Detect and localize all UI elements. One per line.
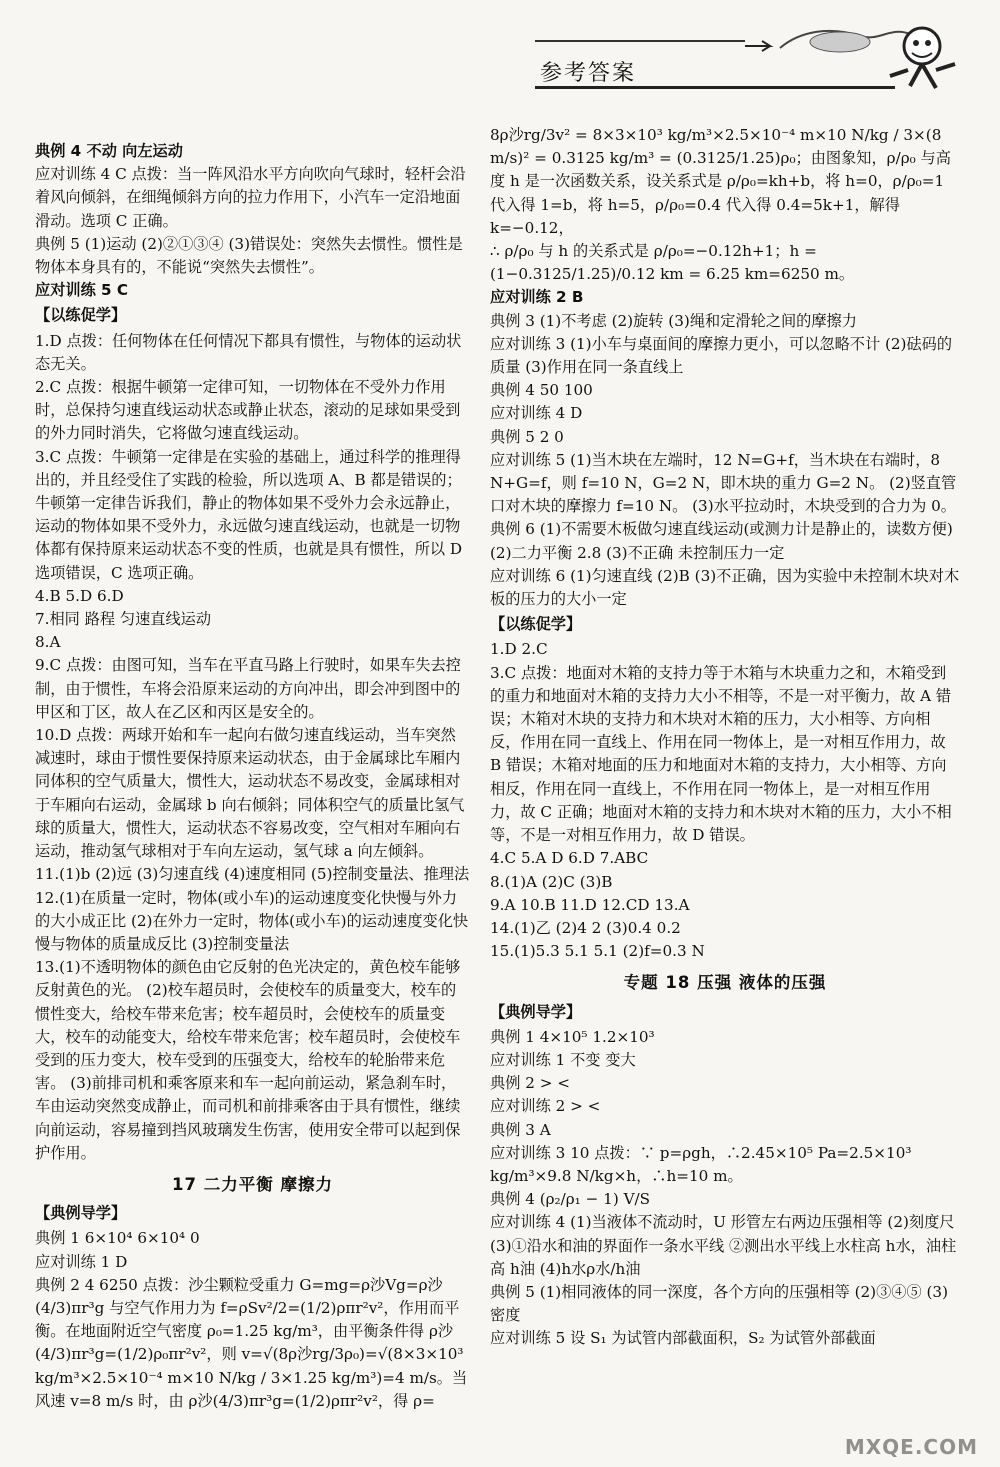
answer-paragraph: 典例 2 > < <box>490 1074 570 1093</box>
answer-paragraph: 应对训练 2 > < <box>490 1097 601 1116</box>
answer-paragraph: 应对训练 6 (1)匀速直线 (2)B (3)不正确，因为实验中未控制木块对木板的压力的大小一定 <box>490 566 960 609</box>
answer-paragraph: 11.(1)b (2)远 (3)匀速直线 (4)速度相同 (5)控制变量法、推理法 <box>35 865 470 884</box>
answer-line: 典例 4 不动 向左运动 <box>35 142 183 160</box>
section-heading: 【典例导学】 <box>490 1002 582 1021</box>
answer-paragraph: ∴ ρ/ρ₀ 与 h 的关系式是 ρ/ρ₀=−0.12h+1；h = (1−0.3125/1.25)/0.12 km = 6.25 km=6250 m。 <box>490 242 855 284</box>
answer-paragraph: 典例 5 (1)相同液体的同一深度，各个方向的压强相等 (2)③④⑤ (3)密度 <box>490 1282 949 1325</box>
answer-paragraph: 1.D 点拨：任何物体在任何情况下都具有惯性，与物体的运动状态无关。 <box>35 331 462 373</box>
topic-title: 17 二力平衡 摩擦力 <box>172 1174 333 1194</box>
answer-paragraph: 典例 4 (ρ₂/ρ₁ − 1) V/S <box>490 1190 651 1209</box>
page-header <box>0 0 1000 110</box>
answer-paragraph: 9.C 点拨：由图可知，当车在平直马路上行驶时，如果车失去控制，由于惯性，车将会沿原来运动的方向冲出，即会冲到图中的甲区和丁区，故人在乙区和丙区是安全的。 <box>35 656 461 721</box>
answer-paragraph: 3.C 点拨：牛顿第一定律是在实验的基础上，通过科学的推理得出的，并且经受住了实践的检验，所以选项 A、B 都是错误的；牛顿第一定律告诉我们，静止的物体如果不受外力会永远静止，运动的物体如果不受外力，永远做匀速直线运动，也就是一切物体都有保持原来运动状态不变的性质，也就是具有惯性，所以 D 选项错误，C 选项正确。 <box>35 447 463 582</box>
answer-paragraph: 典例 3 A <box>490 1120 551 1139</box>
answer-paragraph: 典例 1 4×10⁵ 1.2×10³ <box>490 1027 655 1046</box>
section-heading: 【以练促学】 <box>35 306 127 325</box>
answer-paragraph: 典例 3 (1)不考虑 (2)旋转 (3)绳和定滑轮之间的摩擦力 <box>490 311 857 330</box>
answer-paragraph: 典例 5 2 0 <box>490 427 564 446</box>
answer-paragraph: 应对训练 3 (1)小车与桌面间的摩擦力更小，可以忽略不计 (2)砝码的质量 (3)作用在同一条直线上 <box>490 334 953 377</box>
answer-paragraph: 8ρ沙rg/3v² = 8×3×10³ kg/m³×2.5×10⁻⁴ m×10 N/kg / 3×(8 m/s)² = 0.3125 kg/m³ = (0.3125/1.25)ρ₀；由图象知，ρ/ρ₀ 与高度 h 是一次函数关系，设关系式是 ρ/ρ₀=kh+b，将 h=0，ρ/ρ₀=1 代入得 1=b，将 h=5，ρ/ρ₀=0.4 代入得 0.4=5k+1，解得 k=−0.12， <box>490 126 951 237</box>
answer-paragraph: 典例 1 6×10⁴ 6×10⁴ 0 <box>35 1229 200 1248</box>
answer-paragraph: 2.C 点拨：根据牛顿第一定律可知，一切物体在不受外力作用时，总保持匀速直线运动状态或静止状态，滚动的足球如果受到的外力同时消失，它将做匀速直线运动。 <box>35 378 461 443</box>
answer-paragraph: 3.C 点拨：地面对木箱的支持力等于木箱与木块重力之和，木箱受到的重力和地面对木箱的支持力大小不相等，不是一对平衡力，故 A 错误；木箱对木块的支持力和木块对木箱的压力，大小相等、方向相反，作用在同一直线上、作用在同一物体上，是一对相互作用力，故 B 错误；木箱对地面的压力和地面对木箱的支持力，大小相等、方向相反，作用在同一直线上，不作用在同一物体上，是一对相互作用力，故 C 正确；地面对木箱的支持力和木块对木箱的压力，大小不相等，不是一对相互作用力，故 D 错误。 <box>490 663 952 845</box>
header-rule <box>535 40 745 42</box>
cartoon-mascot-icon <box>740 6 980 106</box>
answer-paragraph: 13.(1)不透明物体的颜色由它反射的色光决定的，黄色校车能够反射黄色的光。 (2)校车超员时，会使校车的质量变大，校车的惯性变大，给校车带来危害；校车超员时，会使校车的质量变大，校车的动能变大，给校车带来危害；校车超员时，会使校车受到的压力变大，校车受到的压强变大，给校车的轮胎带来危害。 (3)前排司机和乘客原来和车一起向前运动，紧急刹车时，车由运动突然变成静止，而司机和前排乘客由于具有惯性，继续向前运动，容易撞到挡风玻璃发生伤害，使用安全带可以起到保护作用。 <box>35 958 461 1162</box>
section-heading: 【典例导学】 <box>35 1204 127 1223</box>
answer-paragraph: 典例 4 50 100 <box>490 381 593 400</box>
topic-title: 专题 18 压强 液体的压强 <box>623 973 827 993</box>
answer-paragraph: 应对训练 1 不变 变大 <box>490 1050 636 1069</box>
header-title: 参考答案 <box>540 61 637 86</box>
answer-paragraph: 4.C 5.A D 6.D 7.ABC <box>490 849 649 868</box>
answer-paragraph: 8.(1)A (2)C (3)B <box>490 872 613 891</box>
answer-paragraph: 应对训练 3 10 点拨：∵ p=ρgh，∴2.45×10⁵ Pa=2.5×10³ kg/m³×9.8 N/kg×h，∴h=10 m。 <box>490 1143 912 1185</box>
answer-paragraph: 8.A <box>35 633 61 652</box>
answer-paragraph: 4.B 5.D 6.D <box>35 586 124 605</box>
answer-line: 应对训练 2 B <box>490 288 584 307</box>
answer-paragraph: 典例 6 (1)不需要木板做匀速直线运动(或测力计是静止的，读数方便) (2)二力平衡 2.8 (3)不正确 未控制压力一定 <box>490 520 953 562</box>
answer-paragraph: 应对训练 4 D <box>490 404 583 423</box>
answer-paragraph: 应对训练 5 设 S₁ 为试管内部截面积，S₂ 为试管外部截面 <box>490 1329 876 1348</box>
answer-paragraph: 应对训练 5 (1)当木块在左端时，12 N=G+f，当木块在右端时，8 N+G=f，则 f=10 N，G=2 N，即木块的重力 G=2 N。 (2)竖直管口对木块的摩擦力 f=10 N。 (3)水平拉动时，木块受到的合力为 0。 <box>490 450 957 516</box>
answer-paragraph: 15.(1)5.3 5.1 5.1 (2)f=0.3 N <box>490 942 705 961</box>
watermark-text: MXQE.COM <box>844 1435 978 1459</box>
answer-paragraph: 7.相同 路程 匀速直线运动 <box>35 610 212 629</box>
answer-paragraph: 14.(1)乙 (2)4 2 (3)0.4 0.2 <box>490 918 681 937</box>
answer-paragraph: 典例 2 4 6250 点拨：沙尘颗粒受重力 G=mg=ρ沙Vg=ρ沙(4/3)πr³g 与空气作用力为 f=ρSv²/2=(1/2)ρπr²v²，作用而平衡。在地面附近空气密度 ρ₀=1.25 kg/m³，由平衡条件得 ρ沙(4/3)πr³g=(1/2)ρ₀πr²v²，则 v=√(8ρ沙rg/3ρ₀)=√(8×3×10³ kg/m³×2.5×10⁻⁴ m×10 N/kg / 3×1.25 kg/m³)=4 m/s。当风速 v=8 m/s 时，由 ρ沙(4/3)πr³g=(1/2)ρπr²v²，得 ρ= <box>35 1275 468 1410</box>
answer-paragraph: 1.D 2.C <box>490 640 548 659</box>
answer-line: 应对训练 5 C <box>35 281 129 300</box>
answer-paragraph: 9.A 10.B 11.D 12.CD 13.A <box>490 895 690 914</box>
section-heading: 【以练促学】 <box>490 615 582 634</box>
answer-paragraph: 典例 5 (1)运动 (2)②①③④ (3)错误处：突然失去惯性。惯性是物体本身具有的，不能说“突然失去惯性”。 <box>35 234 463 277</box>
left-column <box>35 140 470 1413</box>
answer-paragraph: 10.D 点拨：两球开始和车一起向右做匀速直线运动，当车突然减速时，球由于惯性要保持原来运动状态，由于金属球比车厢内同体积的空气质量大，惯性大，运动状态不易改变，金属球相对于车厢向右运动，金属球 b 向右倾斜；同体积空气的质量比氢气球的质量大，惯性大，运动状态不容易改变，空气相对车厢向右运动，推动氢气球相对于车向左运动，氢气球 a 向左倾斜。 <box>35 726 465 861</box>
watermark <box>818 1403 978 1459</box>
right-column <box>490 124 960 1351</box>
answer-paragraph: 应对训练 4 (1)当液体不流动时，U 形管左右两边压强相等 (2)刻度尺 (3)①沿水和油的界面作一条水平线 ②测出水平线上水柱高 h水，油柱高 h油 (4)h水ρ水/h油 <box>490 1213 957 1278</box>
answer-paragraph: 12.(1)在质量一定时，物体(或小车)的运动速度变化快慢与外力的大小成正比 (2)在外力一定时，物体(或小车)的运动速度变化快慢与物体的质量成反比 (3)控制变量法 <box>35 888 469 953</box>
answer-paragraph: 应对训练 1 D <box>35 1252 128 1271</box>
answer-paragraph: 应对训练 4 C 点拨：当一阵风沿水平方向吹向气球时，轻杆会沿着风向倾斜，在细绳倾斜方向的拉力作用下，小汽车一定沿地面滑动。选项 C 正确。 <box>35 165 466 230</box>
